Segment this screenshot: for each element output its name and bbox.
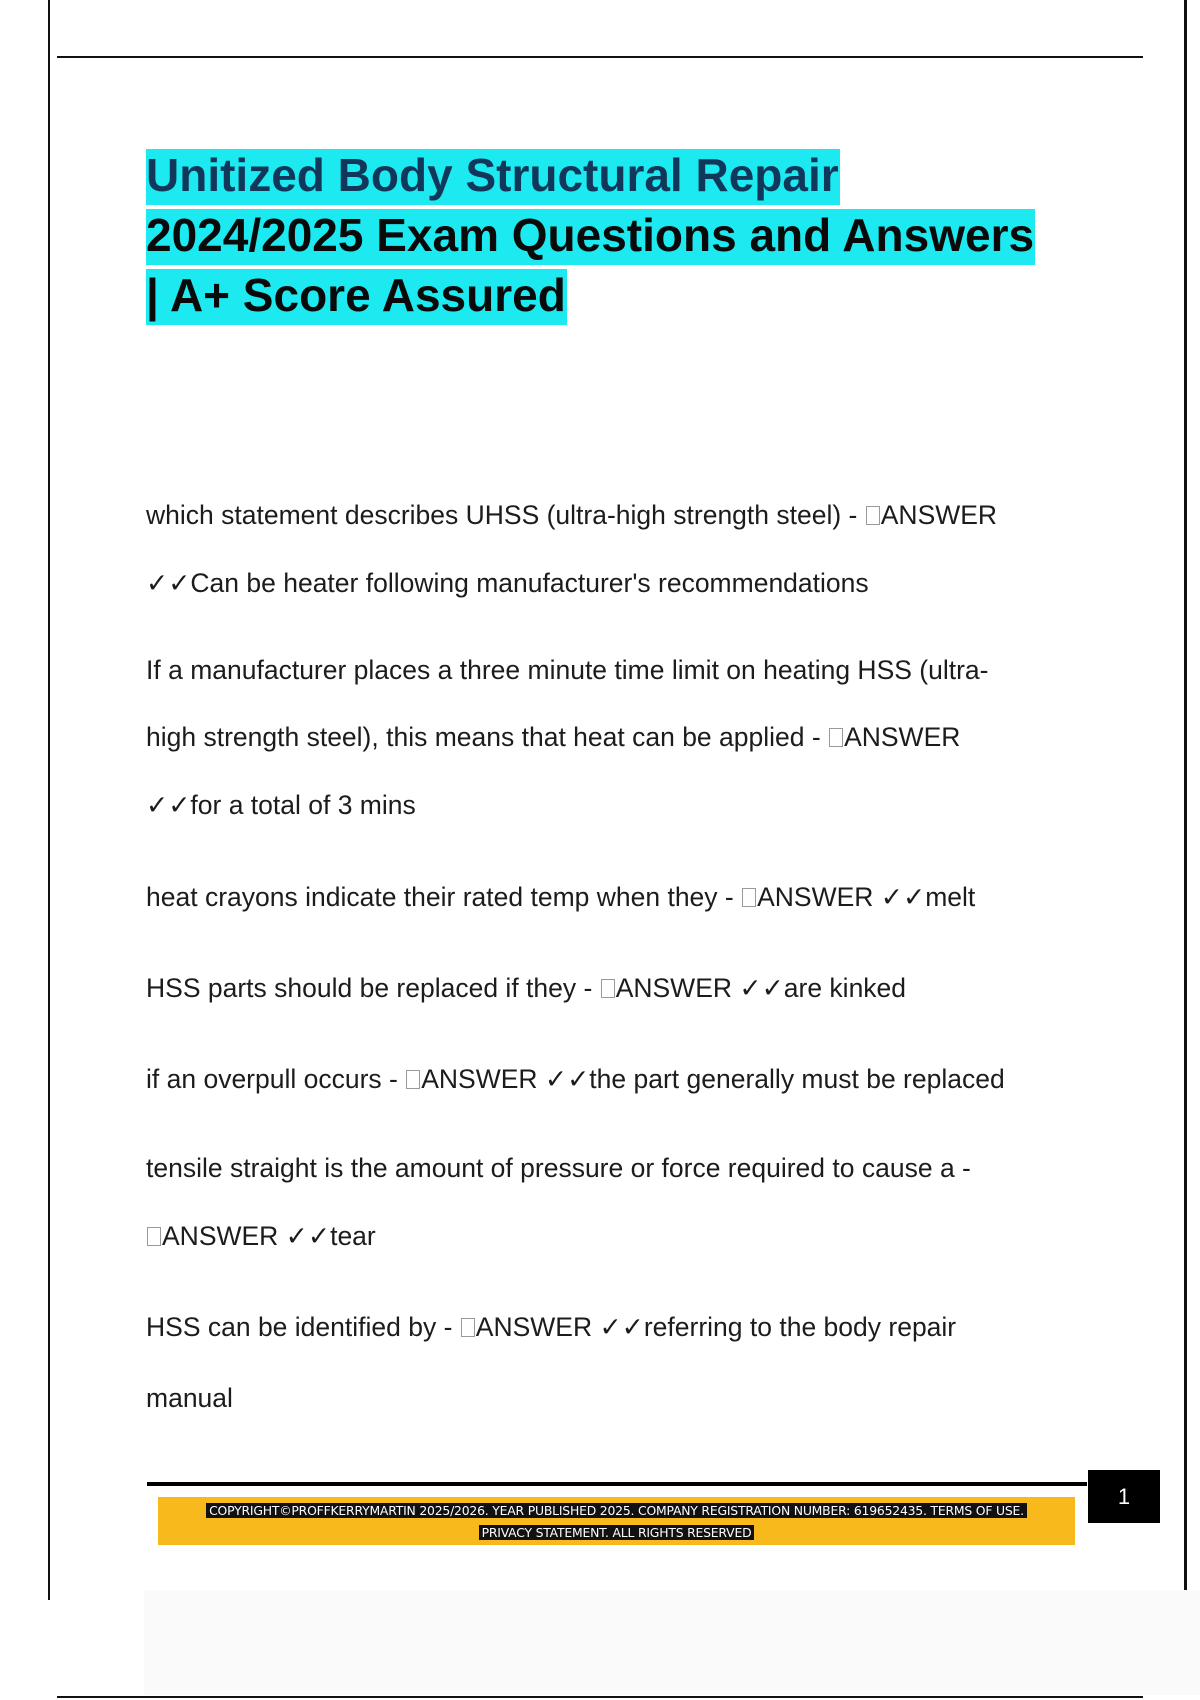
checkbox-glyph-icon <box>461 1318 475 1337</box>
qa-line: which statement describes UHSS (ultra-high strength steel) - ANSWER <box>146 500 998 530</box>
copyright-line-1: COPYRIGHT©PROFFKERRYMARTIN 2025/2026. YEAR PUBLISHED 2025. COMPANY REGISTRATION NUMBER: 619652435. TERMS OF USE. <box>206 1503 1027 1518</box>
copyright-line-2: PRIVACY STATEMENT. ALL RIGHTS RESERVED <box>479 1525 755 1540</box>
checkbox-glyph-icon <box>147 1227 161 1246</box>
document-title <box>146 145 1086 325</box>
page-right-border <box>1184 0 1187 1600</box>
checkbox-glyph-icon <box>742 888 756 907</box>
title-line-1: Unitized Body Structural Repair <box>146 149 840 205</box>
page-number: 1 <box>1088 1470 1160 1523</box>
qa-line: high strength steel), this means that heat can be applied - ANSWER <box>146 722 961 752</box>
footer-rule <box>147 1482 1087 1486</box>
qa-line: HSS parts should be replaced if they - ANSWER ✓✓are kinked <box>146 973 907 1003</box>
qa-line: ✓✓Can be heater following manufacturer's recommendations <box>146 568 869 598</box>
bottom-rule <box>57 1696 1143 1698</box>
qa-line: manual <box>146 1383 233 1413</box>
qa-line: tensile straight is the amount of pressure or force required to cause a - <box>146 1153 971 1183</box>
qa-line: ANSWER ✓✓tear <box>146 1221 1096 1252</box>
checkbox-glyph-icon <box>406 1070 420 1089</box>
qa-line: ✓✓for a total of 3 mins <box>146 790 416 820</box>
title-line-2: 2024/2025 Exam Questions and Answers <box>146 209 1035 265</box>
checkbox-glyph-icon <box>601 979 615 998</box>
footer-copyright <box>158 1500 1075 1544</box>
checkbox-glyph-icon <box>829 728 843 747</box>
checkbox-glyph-icon <box>866 506 880 525</box>
next-page-area <box>144 1590 1200 1695</box>
qa-line: heat crayons indicate their rated temp when they - ANSWER ✓✓melt <box>146 882 976 912</box>
qa-line: if an overpull occurs - ANSWER ✓✓the part generally must be replaced <box>146 1064 1005 1094</box>
page-left-border <box>48 0 50 1600</box>
qa-line: If a manufacturer places a three minute time limit on heating HSS (ultra- <box>146 655 989 685</box>
qa-line: HSS can be identified by - ANSWER ✓✓referring to the body repair <box>146 1312 957 1342</box>
header-rule <box>57 56 1143 58</box>
title-line-3: | A+ Score Assured <box>146 269 567 325</box>
